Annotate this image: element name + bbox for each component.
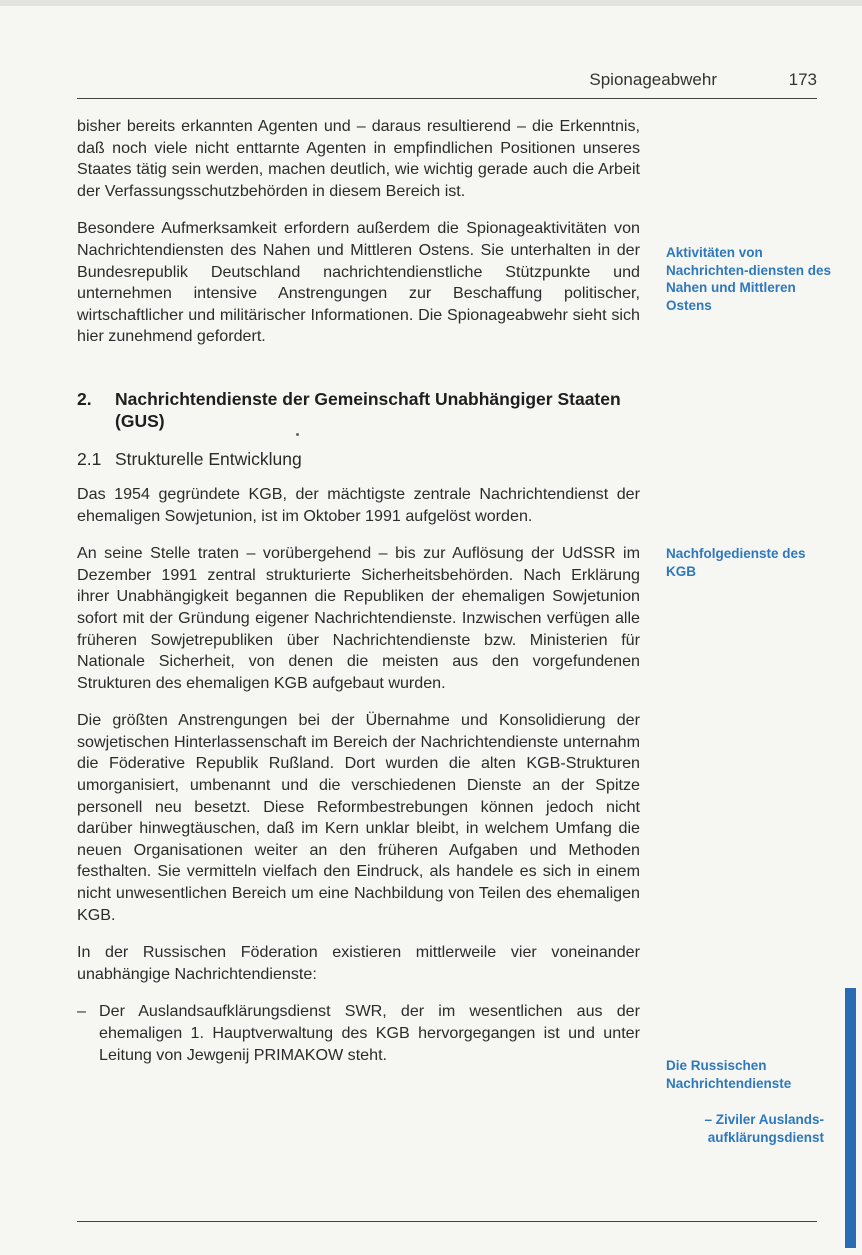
chapter-tab-marker: [845, 988, 856, 1248]
margin-note-kgb-successors: Nachfolgedienste des KGB: [666, 546, 806, 579]
page-number: 173: [788, 70, 817, 89]
main-text-column: [77, 116, 640, 1066]
subsection-number: 2.1: [77, 448, 102, 469]
list-dash: –: [77, 1002, 86, 1021]
paragraph-6: In der Russischen Föderation existieren mittlerweile vier voneinander unabhängige Nachrichtendienste:: [77, 943, 640, 983]
list-item-text: Der Auslandsaufklärungsdienst SWR, der im wesentlichen aus der ehemaligen 1. Hauptverwaltung des KGB hervorgegangen ist und unter Leitung von Jewgenij PRIMAKOW steht.: [99, 1002, 640, 1064]
paragraph-4: An seine Stelle traten – vorübergehend – bis zur Auflösung der UdSSR im Dezember 1991 zentral strukturierte Sicherheitsbehörden. Nach Erklärung ihrer Unabhängigkeit begannen die Republiken der ehemaligen Sowjetunion sofort mit der Gründung eigener Nachrichtendienste. Inzwischen verfügen alle früheren Sowjetrepubliken über Nachrichtendienste bzw. Ministerien für Nationale Sicherheit, von denen die meisten aus den vorgefundenen Strukturen des ehemaligen KGB aufgebaut wurden.: [77, 544, 640, 692]
section-heading: [77, 388, 640, 432]
list-item: [77, 1001, 640, 1066]
header-rule: [77, 98, 817, 99]
subsection-heading: [77, 448, 640, 470]
running-header: [77, 70, 817, 98]
paragraph-1: bisher bereits erkannten Agenten und – daraus resultierend – die Erkenntnis, daß noch viele nicht enttarnte Agenten in empfindlichen Positionen unseres Staates tätig sein werden, machen deutlich, wie wichtig gerade auch die Arbeit der Verfassungsschutzbehörden in diesem Bereich ist.: [77, 117, 640, 200]
footer-rule: [77, 1221, 817, 1222]
paragraph-5: Die größten Anstrengungen bei der Übernahme und Konsolidierung der sowjetischen Hinterlassenschaft im Bereich der Nachrichtendienste unternahm die Föderative Republik Rußland. Dort wurden die alten KGB-Strukturen umorganisiert, umbenannt und die verschiedenen Dienste an der Spitze personell neu besetzt. Diese Reformbestrebungen können jedoch nicht darüber hinwegtäuschen, daß im Kern unklar bleibt, in welchem Umfang die neuen Organisationen weiter an den früheren Aufgaben und Methoden festhalten. Sie vermitteln vielfach den Eindruck, als handele es sich in einem nicht unwesentlichen Bereich um eine Nachbildung von Teilen des ehemaligen KGB.: [77, 711, 640, 924]
margin-note-middle-east: Aktivitäten von Nachrichten-diensten des Nahen und Mittleren Ostens: [666, 245, 832, 313]
section-title: Nachrichtendienste der Gemeinschaft Unabhängiger Staaten (GUS): [115, 388, 621, 431]
section-number: 2.: [77, 388, 92, 409]
print-speck: [296, 433, 299, 436]
page-top-edge: [0, 0, 862, 6]
running-header-title: Spionageabwehr: [589, 70, 717, 89]
margin-note-russian-services: Die Russischen Nachrichtendienste: [666, 1058, 792, 1091]
margin-note-foreign-intelligence: – Ziviler Auslands-aufklärungsdienst: [704, 1112, 824, 1145]
subsection-title: Strukturelle Entwicklung: [115, 448, 302, 469]
paragraph-2: Besondere Aufmerksamkeit erfordern außerdem die Spionageaktivitäten von Nachrichtendiensten des Nahen und Mittleren Ostens. Sie unterhalten in der Bundesrepublik Deutschland nachrichtendienstliche Stützpunkte und unternehmen intensive Anstrengungen zur Beschaffung politischer, wirtschaftlicher und militärischer Informationen. Die Spionageabwehr sieht sich hier zunehmend gefordert.: [77, 219, 640, 346]
paragraph-3: Das 1954 gegründete KGB, der mächtigste zentrale Nachrichtendienst der ehemaligen Sowjetunion, ist im Oktober 1991 aufgelöst worden.: [77, 484, 640, 525]
